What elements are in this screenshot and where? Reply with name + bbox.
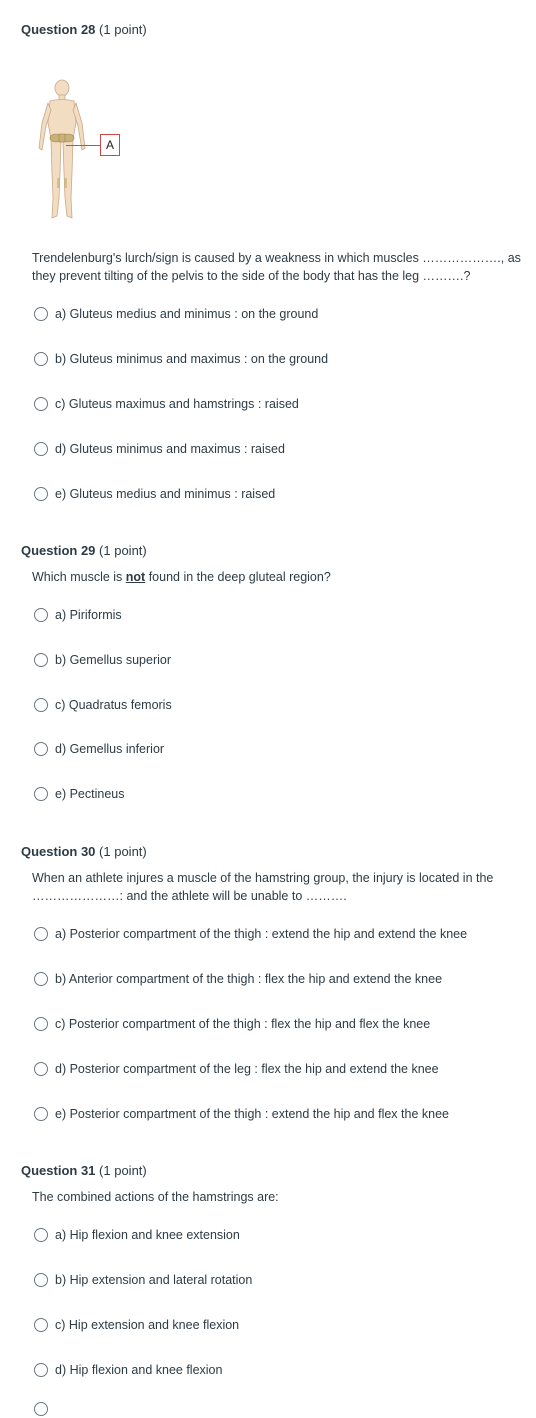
radio-button[interactable] bbox=[34, 1318, 48, 1332]
question-30-text: When an athlete injures a muscle of the hamstring group, the injury is located in the …………………: and the athlete will be unable to ………. bbox=[32, 871, 494, 903]
radio-button[interactable] bbox=[34, 653, 48, 667]
question-points: (1 point) bbox=[99, 543, 147, 558]
radio-button[interactable] bbox=[34, 442, 48, 456]
radio-button[interactable] bbox=[34, 927, 48, 941]
radio-button[interactable] bbox=[34, 397, 48, 411]
radio-button[interactable] bbox=[34, 1017, 48, 1031]
option-label: c) Posterior compartment of the thigh : flex the hip and flex the knee bbox=[55, 1017, 431, 1031]
option-label: c) Quadratus femoris bbox=[55, 698, 172, 712]
answer-option[interactable] bbox=[34, 785, 124, 803]
radio-button[interactable] bbox=[34, 972, 48, 986]
question-points: (1 point) bbox=[99, 22, 147, 37]
option-label: b) Anterior compartment of the thigh : flex the hip and extend the knee bbox=[55, 972, 443, 986]
answer-option[interactable] bbox=[34, 1015, 430, 1033]
question-title: Question 31 bbox=[21, 1163, 96, 1178]
emphasis-not: not bbox=[125, 570, 146, 584]
label-leader-line bbox=[66, 145, 100, 146]
option-label: e) Posterior compartment of the thigh : extend the hip and flex the knee bbox=[55, 1107, 449, 1121]
radio-button[interactable] bbox=[34, 1273, 48, 1287]
answer-option[interactable] bbox=[34, 395, 299, 413]
question-29-text bbox=[32, 568, 522, 586]
question-title: Question 30 bbox=[21, 844, 96, 859]
answer-option[interactable] bbox=[34, 740, 164, 758]
option-label: d) Gemellus inferior bbox=[55, 742, 165, 756]
radio-button[interactable] bbox=[34, 742, 48, 756]
option-label: c) Hip extension and knee flexion bbox=[55, 1318, 240, 1332]
answer-option[interactable] bbox=[34, 1316, 239, 1334]
question-29-header bbox=[21, 543, 147, 558]
question-28-header bbox=[21, 22, 147, 37]
question-title: Question 28 bbox=[21, 22, 96, 37]
option-label: b) Hip extension and lateral rotation bbox=[55, 1273, 253, 1287]
answer-option[interactable] bbox=[34, 1226, 240, 1244]
option-label: d) Gluteus minimus and maximus : raised bbox=[55, 442, 285, 456]
answer-option[interactable] bbox=[34, 440, 285, 458]
option-label: a) Hip flexion and knee extension bbox=[55, 1228, 240, 1242]
answer-option[interactable] bbox=[34, 925, 467, 943]
radio-button[interactable] bbox=[34, 487, 48, 501]
radio-button[interactable] bbox=[34, 608, 48, 622]
option-label: b) Gemellus superior bbox=[55, 653, 172, 667]
figure-label-a: A bbox=[100, 134, 120, 156]
question-title: Question 29 bbox=[21, 543, 96, 558]
question-31-header bbox=[21, 1163, 147, 1178]
answer-option[interactable] bbox=[34, 651, 171, 669]
question-31-text: The combined actions of the hamstrings are: bbox=[32, 1190, 279, 1204]
question-text-part: found in the deep gluteal region? bbox=[145, 570, 331, 584]
answer-option[interactable] bbox=[34, 606, 122, 624]
question-text-part: Which muscle is bbox=[32, 570, 126, 584]
radio-button[interactable] bbox=[34, 307, 48, 321]
answer-option[interactable] bbox=[34, 485, 275, 503]
radio-button[interactable] bbox=[34, 1228, 48, 1242]
option-label: e) Pectineus bbox=[55, 787, 125, 801]
question-points: (1 point) bbox=[99, 844, 147, 859]
option-label: a) Posterior compartment of the thigh : extend the hip and extend the knee bbox=[55, 927, 468, 941]
answer-option-partial[interactable] bbox=[34, 1400, 55, 1418]
radio-button[interactable] bbox=[34, 1107, 48, 1121]
answer-option[interactable] bbox=[34, 305, 318, 323]
option-label: d) Posterior compartment of the leg : flex the hip and extend the knee bbox=[55, 1062, 439, 1076]
answer-option[interactable] bbox=[34, 1105, 449, 1123]
answer-option[interactable] bbox=[34, 696, 172, 714]
question-30-header bbox=[21, 844, 147, 859]
option-label: e) Gluteus medius and minimus : raised bbox=[55, 487, 276, 501]
answer-option[interactable] bbox=[34, 1060, 439, 1078]
radio-button[interactable] bbox=[34, 698, 48, 712]
answer-option[interactable] bbox=[34, 350, 328, 368]
radio-button[interactable] bbox=[34, 352, 48, 366]
option-label: a) Gluteus medius and minimus : on the ground bbox=[55, 307, 319, 321]
radio-button[interactable] bbox=[34, 1363, 48, 1377]
answer-option[interactable] bbox=[34, 1271, 252, 1289]
radio-button[interactable] bbox=[34, 787, 48, 801]
answer-option[interactable] bbox=[34, 1361, 222, 1379]
option-label: d) Hip flexion and knee flexion bbox=[55, 1363, 223, 1377]
radio-button[interactable] bbox=[34, 1062, 48, 1076]
answer-option[interactable] bbox=[34, 970, 442, 988]
option-label: a) Piriformis bbox=[55, 608, 122, 622]
option-label: b) Gluteus minimus and maximus : on the ground bbox=[55, 352, 329, 366]
option-label: c) Gluteus maximus and hamstrings : raised bbox=[55, 397, 299, 411]
radio-button[interactable] bbox=[34, 1402, 48, 1416]
question-points: (1 point) bbox=[99, 1163, 147, 1178]
question-28-text: Trendelenburg's lurch/sign is caused by a weakness in which muscles ………………., as they prevent tilting of the pelvis to the side of the body that has the leg ……….? bbox=[32, 251, 521, 283]
